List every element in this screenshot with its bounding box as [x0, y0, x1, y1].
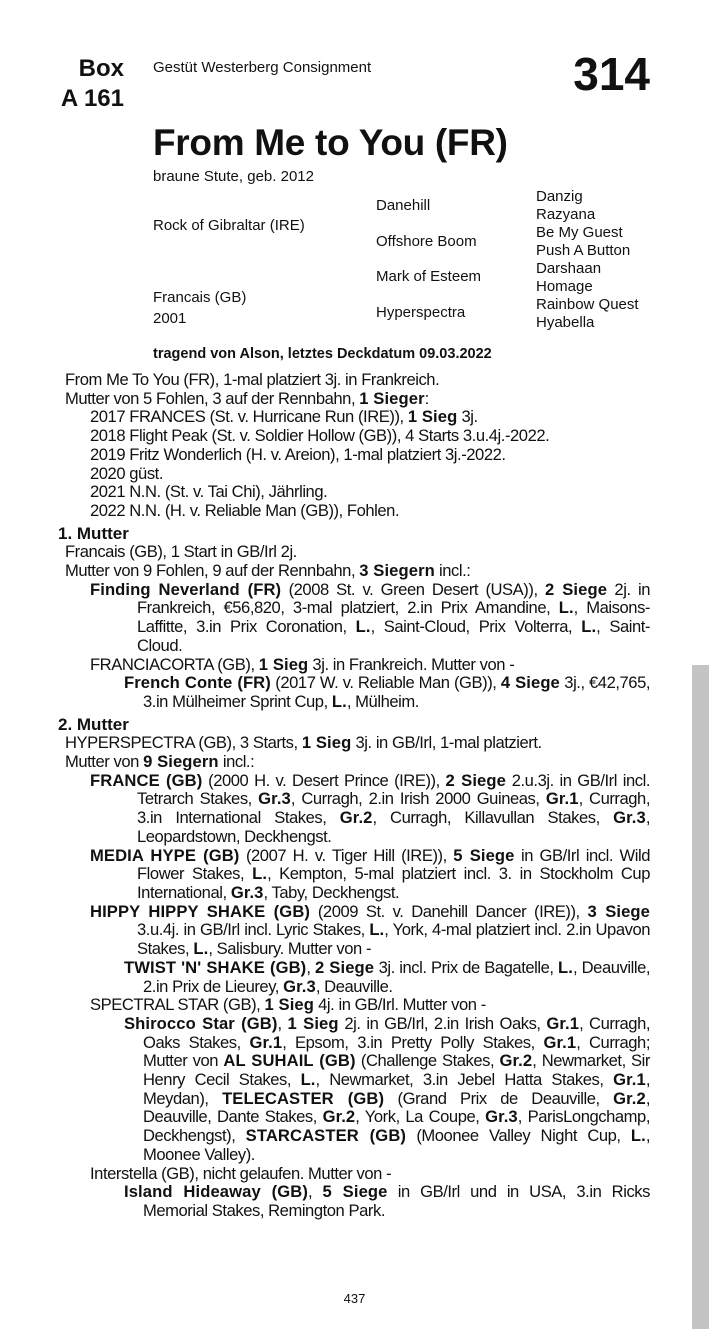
bold-run: 1 Sieger — [359, 388, 425, 408]
text-paragraph — [90, 1165, 660, 1184]
text-paragraph — [90, 901, 650, 959]
text-run: , Newmarket, 3.in Jebel Hatta Stakes, — [315, 1070, 614, 1090]
pedigree-gen2: Danehill — [376, 197, 431, 214]
text-run: , Salisbury. Mutter von - — [208, 939, 372, 959]
bold-run: Gr.1 — [546, 1013, 580, 1033]
text-paragraph — [65, 753, 665, 772]
bold-run: L. — [369, 920, 385, 940]
bold-run: L. — [252, 864, 268, 884]
text-run: , Curragh; Mutter von — [143, 1032, 650, 1071]
text-run: , Curragh, 3.in International Stakes, — [137, 789, 650, 828]
text-run: HYPERSPECTRA (GB), 3 Starts, — [65, 733, 302, 753]
bold-run: FRANCE (GB) — [90, 770, 203, 790]
bold-run: 1 Sieg — [264, 995, 314, 1015]
text-run: , Mülheim. — [346, 691, 419, 711]
text-run: , Curragh, Oaks Stakes, — [143, 1013, 651, 1052]
text-run: 4j. in GB/Irl. Mutter von - — [313, 995, 486, 1015]
text-run: Francais (GB), 1 Start in GB/Irl 2j. — [65, 542, 297, 562]
text-run: , Curragh, 2.in Irish 2000 Guineas, — [290, 789, 546, 809]
bold-run: 2 Siege — [314, 957, 375, 977]
bold-run: 1 Sieg — [407, 407, 458, 427]
text-run: , Leopardstown, Deckhengst. — [137, 808, 650, 846]
text-run: 2020 güst. — [90, 463, 163, 483]
text-paragraph — [65, 543, 665, 562]
text-run: (Moonee Valley Night Cup, — [406, 1126, 631, 1146]
bold-run: L. — [630, 1126, 646, 1146]
text-run: 2j. in Frankreich, €56,820, 3-mal platziert, 2.in Prix Amandine, — [137, 579, 651, 618]
text-paragraph — [124, 1182, 650, 1220]
pedigree-gen3-item: Razyana — [536, 206, 596, 223]
text-run: , — [308, 1182, 323, 1202]
text-paragraph — [90, 770, 650, 847]
text-run: SPECTRAL STAR (GB), — [90, 995, 265, 1015]
bold-run: Gr.3 — [485, 1107, 518, 1127]
bold-run: Gr.2 — [499, 1051, 533, 1071]
pedigree-gen3-item: Hyabella — [536, 314, 595, 331]
bold-run: TWIST 'N' SHAKE (GB) — [124, 957, 307, 977]
text-run: , Moonee Valley). — [143, 1126, 650, 1164]
text-run: , Deauville, Dante Stakes, — [143, 1088, 651, 1127]
bold-run: Gr.3 — [283, 976, 316, 996]
pedigree-gen3 — [536, 188, 639, 332]
text-paragraph — [90, 579, 651, 656]
bold-run: 1 Sieg — [301, 733, 352, 753]
bold-run: 3 Siege — [587, 901, 650, 921]
bold-run: MEDIA HYPE (GB) — [90, 845, 240, 865]
text-paragraph — [90, 656, 660, 675]
covering-info: tragend von Alson, letztes Deckdatum 09.03.2022 — [153, 346, 492, 362]
section-heading — [58, 716, 709, 735]
text-run: , Newmarket, Sir Henry Cecil Stakes, — [143, 1051, 650, 1090]
bold-run: L. — [193, 939, 209, 959]
bold-run: L. — [300, 1070, 316, 1090]
text-run: FRANCIACORTA (GB), — [90, 654, 259, 674]
text-run: : — [424, 388, 429, 408]
text-run: 2022 N.N. (H. v. Reliable Man (GB)), Fohlen. — [90, 500, 400, 520]
text-run: 3.u.4j. in GB/Irl incl. Lyric Stakes, — [137, 920, 370, 940]
text-run: 2.u.3j. in GB/Irl incl. Tetrarch Stakes, — [137, 770, 650, 809]
bold-run: 3 Siegern — [359, 561, 435, 581]
text-run: (2000 H. v. Desert Prince (IRE)), — [202, 770, 446, 790]
text-run: (2017 W. v. Reliable Man (GB)), — [270, 673, 501, 693]
text-run: (2009 St. v. Danehill Dancer (IRE)), — [310, 901, 588, 921]
bold-run: STARCASTER (GB) — [245, 1126, 407, 1146]
bold-run: L. — [558, 957, 573, 977]
text-run: 2017 FRANCES (St. v. Hurricane Run (IRE)), — [90, 407, 408, 427]
bold-run: 2 Siege — [545, 579, 608, 599]
text-paragraph — [124, 957, 651, 996]
pedigree-gen3-item: Rainbow Quest — [536, 296, 639, 313]
bold-run: TELECASTER (GB) — [222, 1088, 385, 1108]
box-code: A 161 — [60, 85, 124, 112]
text-paragraph — [90, 996, 660, 1015]
bold-run: Gr.2 — [322, 1107, 356, 1127]
bold-run: Gr.2 — [613, 1088, 646, 1108]
lot-number: 314 — [573, 48, 650, 100]
pedigree-gen2: Hyperspectra — [376, 304, 466, 321]
box-number — [60, 54, 124, 114]
pedigree-gen3-item: Be My Guest — [536, 224, 623, 241]
bold-run: L. — [331, 691, 347, 711]
text-run: Mutter von 9 Fohlen, 9 auf der Rennbahn, — [65, 561, 360, 581]
bold-run: HIPPY HIPPY SHAKE (GB) — [90, 901, 311, 921]
text-run: 3j. in Frankreich. Mutter von - — [308, 654, 515, 674]
pedigree-gen2: Mark of Esteem — [376, 268, 482, 285]
bold-run: 1 Sieg — [287, 1013, 339, 1033]
text-run: (2008 St. v. Green Desert (USA)), — [281, 579, 545, 599]
text-run: , York, 4-mal platziert incl. 2.in Upavon Stakes, — [137, 920, 650, 959]
text-run: , Deauville. — [315, 976, 393, 996]
bold-run: 4 Siege — [500, 673, 560, 693]
text-paragraph — [90, 408, 670, 427]
text-run: Interstella (GB), nicht gelaufen. Mutter von - — [90, 1163, 392, 1183]
page-number: 437 — [343, 1291, 366, 1306]
section-heading — [58, 525, 709, 544]
text-run: 1. Mutter — [58, 523, 129, 543]
text-run: 3j., €42,765, 3.in Mülheimer Sprint Cup, — [143, 673, 651, 711]
text-paragraph — [90, 427, 670, 446]
pedigree-dam-year: 2001 — [153, 310, 187, 327]
bold-run: Island Hideaway (GB) — [124, 1182, 308, 1202]
text-paragraph — [90, 845, 650, 903]
bold-run: Gr.1 — [613, 1070, 646, 1090]
consignor: Gestüt Westerberg Consignment — [153, 59, 372, 76]
bold-run: Gr.1 — [543, 1032, 577, 1052]
text-run: , Saint-Cloud. — [137, 617, 650, 655]
bold-run: 1 Sieg — [258, 654, 309, 674]
text-paragraph — [65, 562, 665, 581]
text-run: , — [306, 957, 315, 977]
text-paragraph — [90, 465, 670, 484]
bold-run: French Conte (FR) — [124, 673, 271, 693]
text-run: 2021 N.N. (St. v. Tai Chi), Jährling. — [90, 482, 328, 502]
pedigree-gen3-item: Push A Button — [536, 242, 631, 259]
pedigree-gen3-item: Homage — [536, 278, 593, 295]
text-run: Mutter von — [65, 752, 144, 772]
text-paragraph — [124, 673, 651, 711]
horse-name: From Me to You (FR) — [153, 122, 508, 163]
text-paragraph — [90, 483, 670, 502]
pedigree-dam: Francais (GB) — [153, 289, 247, 306]
text-run: (Grand Prix de Deauville, — [384, 1088, 614, 1108]
bold-run: Gr.2 — [339, 808, 373, 828]
text-run: , Saint-Cloud, Prix Volterra, — [370, 617, 582, 637]
text-run: in GB/Irl incl. Wild Flower Stakes, — [137, 845, 650, 884]
text-run: incl.: — [218, 752, 255, 772]
bold-run: 9 Siegern — [143, 752, 219, 772]
bold-run: Gr.3 — [230, 882, 264, 902]
text-run: From Me To You (FR), 1-mal platziert 3j. in Frankreich. — [65, 370, 440, 389]
text-run: 3j. incl. Prix de Bagatelle, — [374, 957, 559, 977]
box-label: Box — [78, 55, 124, 82]
text-run: 2018 Flight Peak (St. v. Soldier Hollow (GB)), 4 Starts 3.u.4j.-2022. — [90, 426, 550, 446]
text-run: , Meydan), — [143, 1070, 650, 1108]
text-run: 2. Mutter — [58, 714, 129, 734]
text-paragraph — [90, 446, 670, 465]
bold-run: 2 Siege — [445, 770, 506, 790]
bold-run: L. — [355, 617, 371, 637]
performance-record — [0, 371, 709, 1221]
text-run: 3j. in GB/Irl, 1-mal platziert. — [351, 733, 542, 753]
text-run: , Curragh, Killavullan Stakes, — [372, 808, 614, 828]
text-run: , Taby, Deckhengst. — [263, 882, 400, 902]
scrollbar[interactable] — [692, 665, 709, 1329]
text-paragraph — [90, 502, 670, 521]
text-run: Mutter von 5 Fohlen, 3 auf der Rennbahn, — [65, 388, 360, 408]
text-run: (Challenge Stakes, — [355, 1051, 500, 1071]
text-run: , — [277, 1013, 288, 1033]
bold-run: Gr.1 — [249, 1032, 283, 1052]
bold-run: L. — [581, 617, 597, 637]
bold-run: 5 Siege — [322, 1182, 388, 1202]
text-run: , ParisLongchamp, Deckhengst), — [143, 1107, 650, 1146]
bold-run: AL SUHAIL (GB) — [223, 1051, 356, 1071]
text-paragraph — [65, 390, 665, 409]
text-run: in GB/Irl und in USA, 3.in Ricks Memorial Stakes, Remington Park. — [143, 1182, 650, 1220]
text-run: , York, La Coupe, — [355, 1107, 486, 1127]
bold-run: Gr.3 — [258, 789, 291, 809]
pedigree-gen2: Offshore Boom — [376, 233, 477, 250]
text-run: 2j. in GB/Irl, 2.in Irish Oaks, — [338, 1013, 547, 1033]
text-run: , Deauville, 2.in Prix de Lieurey, — [143, 957, 651, 996]
text-paragraph — [65, 734, 665, 753]
bold-run: Gr.1 — [545, 789, 579, 809]
pedigree-gen3-item: Danzig — [536, 188, 583, 205]
bold-run: L. — [558, 598, 574, 618]
bold-run: 5 Siege — [453, 845, 515, 865]
text-run: 2019 Fritz Wonderlich (H. v. Areion), 1-mal platziert 3j.-2022. — [90, 444, 506, 464]
text-run: , Epsom, 3.in Pretty Polly Stakes, — [282, 1032, 544, 1052]
text-paragraph — [65, 371, 665, 390]
text-run: , Kempton, 5-mal platziert incl. 3. in Stockholm Cup International, — [137, 864, 650, 902]
text-run: 3j. — [457, 407, 478, 427]
bold-run: Finding Neverland (FR) — [90, 579, 282, 599]
pedigree-sire: Rock of Gibraltar (IRE) — [153, 217, 305, 234]
pedigree-gen3-item: Darshaan — [536, 260, 602, 277]
text-paragraph — [124, 1013, 651, 1165]
text-run: , Maisons-Laffitte, 3.in Prix Coronation, — [137, 598, 650, 637]
text-run: incl.: — [434, 561, 471, 581]
text-run: (2007 H. v. Tiger Hill (IRE)), — [239, 845, 454, 865]
bold-run: Gr.3 — [613, 808, 646, 828]
bold-run: Shirocco Star (GB) — [124, 1013, 278, 1033]
horse-description: braune Stute, geb. 2012 — [153, 168, 314, 185]
